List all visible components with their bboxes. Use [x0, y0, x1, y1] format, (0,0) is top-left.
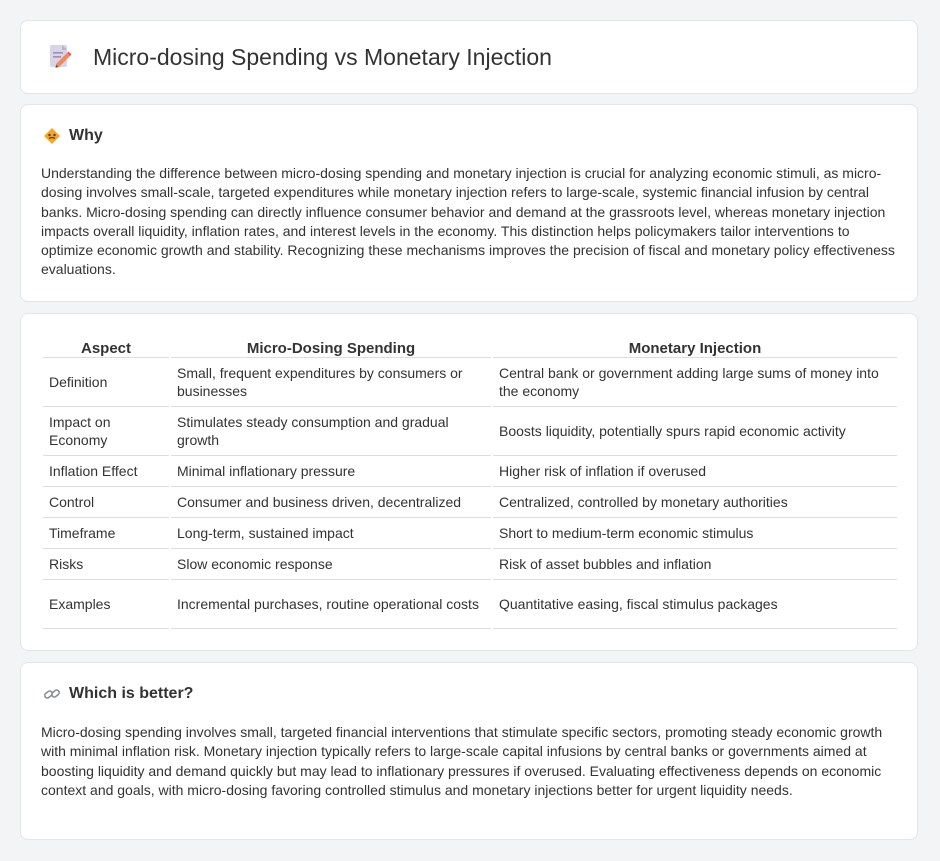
which-is-better-section — [20, 662, 918, 840]
table-row — [43, 580, 897, 629]
table-row — [43, 518, 897, 549]
table-row — [43, 487, 897, 518]
row-aspect: Examples — [43, 580, 169, 629]
why-header — [43, 127, 103, 145]
why-section — [20, 104, 918, 302]
row-monetary-injection: Boosts liquidity, potentially spurs rapid economic activity — [493, 407, 897, 456]
page-title: Micro-dosing Spending vs Monetary Injection — [93, 43, 552, 70]
row-monetary-injection: Short to medium-term economic stimulus — [493, 518, 897, 549]
table-row — [43, 407, 897, 456]
row-micro-dosing: Stimulates steady consumption and gradual growth — [171, 407, 491, 456]
comparison-table — [41, 334, 899, 629]
table-row — [43, 456, 897, 487]
title-card — [20, 20, 918, 94]
row-micro-dosing: Consumer and business driven, decentralized — [171, 487, 491, 518]
warning-diamond-icon — [43, 127, 61, 145]
header-aspect: Aspect — [43, 334, 169, 358]
why-text: Understanding the difference between micro-dosing spending and monetary injection is crucial for analyzing economic stimuli, as micro-dosing involves small-scale, targeted expenditures while monetary injection refers to large-scale, systemic financial infusion by central banks. Micro-dosing spending can directly influence consumer behavior and demand at the grassroots level, whereas monetary injection impacts overall liquidity, inflation rates, and interest levels in the economy. This distinction helps policymakers tailor interventions to optimize economic growth and stability. Recognizing these mechanisms improves the precision of fiscal and monetary policy effectiveness evaluations. — [41, 165, 895, 278]
row-micro-dosing: Small, frequent expenditures by consumers or businesses — [171, 358, 491, 407]
row-monetary-injection: Risk of asset bubbles and inflation — [493, 549, 897, 580]
row-aspect: Definition — [43, 358, 169, 407]
link-icon — [43, 685, 61, 703]
better-title: Which is better? — [69, 685, 194, 702]
table-header-row — [43, 334, 897, 358]
table-row — [43, 549, 897, 580]
header-monetary-injection: Monetary Injection — [493, 334, 897, 358]
row-monetary-injection: Quantitative easing, fiscal stimulus packages — [493, 580, 897, 629]
header-micro-dosing: Micro-Dosing Spending — [171, 334, 491, 358]
row-monetary-injection: Centralized, controlled by monetary authorities — [493, 487, 897, 518]
row-aspect: Control — [43, 487, 169, 518]
row-aspect: Risks — [43, 549, 169, 580]
row-monetary-injection: Central bank or government adding large sums of money into the economy — [493, 358, 897, 407]
document-edit-icon — [47, 43, 73, 71]
page-header — [47, 43, 552, 71]
better-text: Micro-dosing spending involves small, targeted financial interventions that stimulate specific sectors, promoting steady economic growth with minimal inflation risk. Monetary injection typically refers to large-scale capital infusions by central banks or governments aimed at boosting liquidity and demand quickly but may lead to inflationary pressures if overused. Evaluating effectiveness depends on economic context and goals, with micro-dosing favoring controlled stimulus and monetary injections better for urgent liquidity needs. — [41, 724, 883, 798]
row-micro-dosing: Minimal inflationary pressure — [171, 456, 491, 487]
row-micro-dosing: Slow economic response — [171, 549, 491, 580]
better-header — [43, 685, 193, 703]
row-micro-dosing: Incremental purchases, routine operational costs — [171, 580, 491, 629]
row-aspect: Inflation Effect — [43, 456, 169, 487]
row-aspect: Timeframe — [43, 518, 169, 549]
row-micro-dosing: Long-term, sustained impact — [171, 518, 491, 549]
row-monetary-injection: Higher risk of inflation if overused — [493, 456, 897, 487]
comparison-section — [20, 313, 918, 651]
row-aspect: Impact on Economy — [43, 407, 169, 456]
why-title: Why — [69, 127, 103, 144]
table-row — [43, 358, 897, 407]
